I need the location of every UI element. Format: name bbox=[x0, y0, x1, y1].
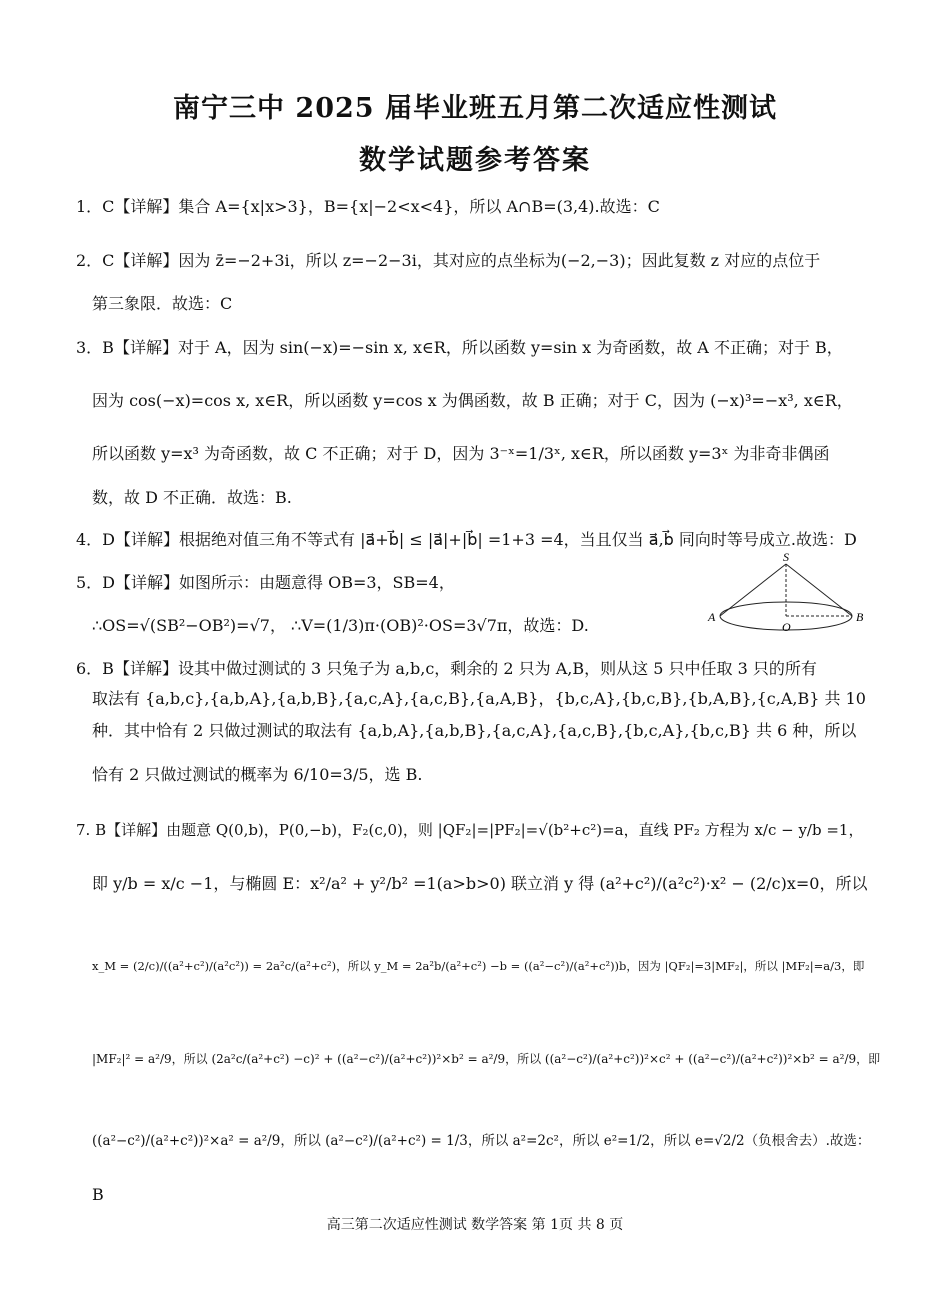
answer-line-2: 2．C【详解】因为 z̄=−2+3i，所以 z=−2−3i，其对应的点坐标为(−2,−3)；因此复数 z 对应的点位于 bbox=[76, 251, 821, 270]
label-o: O bbox=[782, 620, 791, 634]
cone-figure bbox=[704, 550, 874, 640]
answer-line-16: 即 y/b = x/c −1，与椭圆 E：x²/a² + y²/b² =1(a>b>0) 联立消 y 得 (a²+c²)/(a²c²)·x² − (2/c)x=0，所以 bbox=[92, 874, 868, 893]
answer-line-18: |MF₂|² = a²/9，所以 (2a²c/(a²+c²) −c)² + ((a²−c²)/(a²+c²))²×b² = a²/9，所以 ((a²−c²)/(a²+c²))²×c² + ((a²−c²)/(a²+c²))²×b² = a²/9，即 bbox=[92, 1052, 881, 1066]
cone-edge-left bbox=[720, 564, 786, 616]
answer-line-3: 第三象限．故选：C bbox=[92, 294, 233, 313]
answer-line-19: ((a²−c²)/(a²+c²))²×a² = a²/9，所以 (a²−c²)/(a²+c²) = 1/3，所以 a²=2c²，所以 e²=1/2，所以 e=√2/2（负根舍去）.故选： bbox=[92, 1133, 871, 1149]
answer-line-9: 5．D【详解】如图所示：由题意得 OB=3，SB=4， bbox=[76, 573, 455, 592]
page-title: 南宁三中 2025 届毕业班五月第二次适应性测试 bbox=[173, 93, 777, 124]
answer-line-5: 因为 cos(−x)=cos x, x∈R，所以函数 y=cos x 为偶函数，故 B 正确；对于 C，因为 (−x)³=−x³, x∈R， bbox=[92, 391, 853, 410]
answer-line-11: 6．B【详解】设其中做过测试的 3 只兔子为 a,b,c，剩余的 2 只为 A,B，则从这 5 只中任取 3 只的所有 bbox=[76, 659, 817, 678]
answer-line-20: B bbox=[92, 1185, 104, 1204]
answer-line-13: 种．其中恰有 2 只做过测试的取法有 {a,b,A},{a,b,B},{a,c,A},{a,c,B},{b,c,A},{b,c,B} 共 6 种，所以 bbox=[92, 721, 857, 740]
answer-line-12: 取法有 {a,b,c},{a,b,A},{a,b,B},{a,c,A},{a,c,B},{a,A,B}，{b,c,A},{b,c,B},{b,A,B},{c,A,B} 共 10 bbox=[92, 689, 866, 708]
answer-line-4: 3．B【详解】对于 A，因为 sin(−x)=−sin x, x∈R，所以函数 y=sin x 为奇函数，故 A 不正确；对于 B， bbox=[76, 338, 843, 357]
answer-line-6: 所以函数 y=x³ 为奇函数，故 C 不正确；对于 D，因为 3⁻ˣ=1/3ˣ, x∈R，所以函数 y=3ˣ 为非奇非偶函 bbox=[92, 444, 830, 463]
label-s: S bbox=[783, 550, 789, 564]
label-a: A bbox=[708, 610, 716, 624]
page-subtitle: 数学试题参考答案 bbox=[359, 145, 591, 176]
answer-line-10: ∴OS=√(SB²−OB²)=√7， ∴V=(1/3)π·(OB)²·OS=3√7π，故选：D. bbox=[92, 616, 589, 635]
answer-line-1: 1．C【详解】集合 A={x|x>3}，B={x|−2<x<4}，所以 A∩B=(3,4).故选：C bbox=[76, 197, 660, 216]
page-footer: 高三第二次适应性测试 数学答案 第 1页 共 8 页 bbox=[326, 1217, 624, 1233]
label-b: B bbox=[856, 610, 864, 624]
answer-line-17: x_M = (2/c)/((a²+c²)/(a²c²)) = 2a²c/(a²+c²)，所以 y_M = 2a²b/(a²+c²) −b = ((a²−c²)/(a²+c²))b，因为 |QF₂|=3|MF₂|，所以 |MF₂|=a/3，即 bbox=[92, 959, 865, 973]
cone-edge-right bbox=[786, 564, 852, 616]
answer-line-7: 数，故 D 不正确．故选：B. bbox=[92, 488, 292, 507]
answer-line-15: 7. B【详解】由题意 Q(0,b)，P(0,−b)，F₂(c,0)，则 |QF₂|=|PF₂|=√(b²+c²)=a，直线 PF₂ 方程为 x/c − y/b =1， bbox=[76, 821, 864, 839]
answer-line-8: 4．D【详解】根据绝对值三角不等式有 |a⃗+b⃗| ≤ |a⃗|+|b⃗| =1+3 =4，当且仅当 a⃗,b⃗ 同向时等号成立.故选：D bbox=[76, 530, 857, 549]
answer-line-14: 恰有 2 只做过测试的概率为 6/10=3/5，选 B. bbox=[92, 765, 423, 784]
